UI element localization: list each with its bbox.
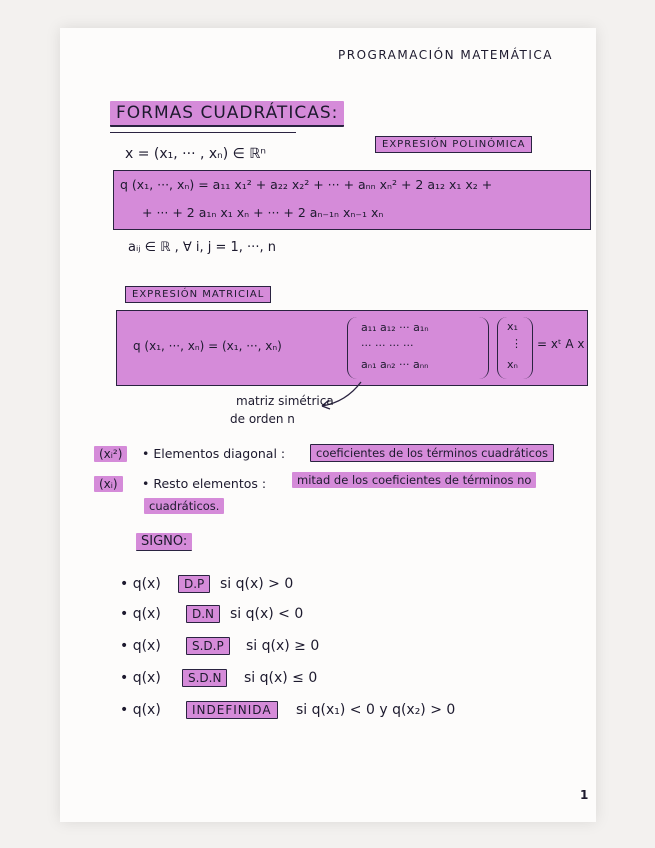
- rest-description: mitad de los coeficientes de términos no: [292, 472, 536, 488]
- polynomial-formula-box: [113, 170, 591, 230]
- x-definition: x = (x₁, ··· , xₙ) ∈ ℝⁿ: [125, 146, 266, 162]
- polynomial-formula-line1: q (x₁, ···, xₙ) = a₁₁ x₁² + a₂₂ x₂² + ··· + aₙₙ xₙ² + 2 a₁₂ x₁ x₂ +: [120, 177, 493, 192]
- diagonal-label: • Elementos diagonal :: [142, 446, 286, 461]
- matrix-lhs: q (x₁, ···, xₙ) = (x₁, ···, xₙ): [133, 339, 282, 353]
- sign-row-tag: S.D.P: [186, 637, 230, 655]
- diagonal-description: coeficientes de los términos cuadráticos: [310, 444, 554, 462]
- sign-row-q: • q(x): [120, 702, 161, 718]
- sign-row-tag: S.D.N: [182, 669, 227, 687]
- matrix-row-1: a₁₁ a₁₂ ··· a₁ₙ: [361, 321, 429, 334]
- sign-row-tag: D.P: [178, 575, 210, 593]
- sign-row-q: • q(x): [120, 638, 161, 654]
- sign-row-tag: INDEFINIDA: [186, 701, 278, 719]
- matrix-expression-tag: EXPRESIÓN MATRICIAL: [125, 286, 271, 303]
- page-number: 1: [580, 788, 589, 802]
- diagonal-symbol: (xᵢ²): [94, 446, 127, 462]
- order-note: de orden n: [230, 412, 295, 426]
- sign-row-condition: si q(x) < 0: [230, 606, 304, 622]
- sign-title-text: SIGNO:: [136, 533, 192, 551]
- polynomial-formula-line2: + ··· + 2 a₁ₙ x₁ xₙ + ··· + 2 aₙ₋₁ₙ xₙ₋₁ xₙ: [142, 205, 384, 220]
- sign-row-condition: si q(x) > 0: [220, 576, 294, 592]
- rest-label: • Resto elementos :: [142, 476, 267, 491]
- symmetric-matrix-note: matriz simétrica: [236, 394, 334, 408]
- sign-row-tag: D.N: [186, 605, 220, 623]
- vector-entry-1: x₁: [507, 320, 518, 333]
- sign-row-condition: si q(x) ≤ 0: [244, 670, 318, 686]
- sign-row-condition: si q(x₁) < 0 y q(x₂) > 0: [296, 702, 456, 718]
- page-title: [110, 103, 344, 123]
- vector-entry-dots: ⋮: [511, 337, 522, 350]
- page-header: PROGRAMACIÓN MATEMÁTICA: [338, 48, 554, 62]
- matrix-formula-box: [116, 310, 588, 386]
- vector-entry-n: xₙ: [507, 358, 518, 371]
- rest-description-cont: cuadráticos.: [144, 498, 224, 514]
- sign-row-q: • q(x): [120, 670, 161, 686]
- notebook-page: [60, 28, 596, 822]
- matrix-row-2: ··· ··· ··· ···: [361, 339, 414, 352]
- title-underline: [110, 132, 296, 133]
- matrix-rhs: = xᵗ A x: [537, 337, 585, 351]
- matrix-row-3: aₙ₁ aₙ₂ ··· aₙₙ: [361, 358, 429, 371]
- sign-row-q: • q(x): [120, 606, 161, 622]
- coefficient-condition: aᵢⱼ ∈ ℝ , ∀ i, j = 1, ···, n: [128, 240, 276, 255]
- sign-title: [136, 534, 192, 549]
- sign-row-condition: si q(x) ≥ 0: [246, 638, 320, 654]
- page-title-text: FORMAS CUADRÁTICAS:: [110, 101, 344, 127]
- sign-row-q: • q(x): [120, 576, 161, 592]
- rest-symbol: (xᵢ): [94, 476, 123, 492]
- polynomial-expression-tag: EXPRESIÓN POLINÓMICA: [375, 136, 532, 153]
